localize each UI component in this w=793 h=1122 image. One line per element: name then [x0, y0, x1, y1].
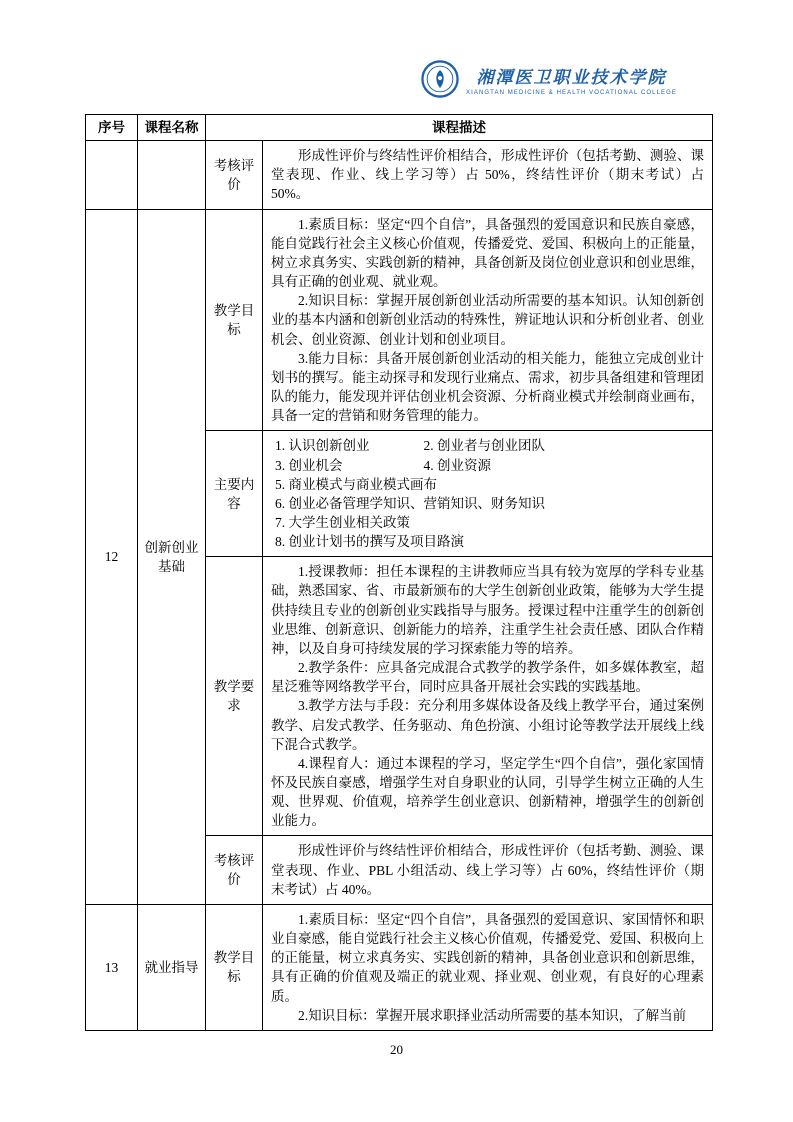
table-header-row [86, 115, 713, 141]
paragraph: 5. 商业模式与商业模式画布 [275, 476, 437, 492]
header-course-desc: 课程描述 [206, 115, 713, 141]
paragraph: 7. 大学生创业相关政策 [275, 514, 410, 530]
paragraph: 1.授课教师：担任本课程的主讲教师应当具有较为宽厚的学科专业基础，熟悉国家、省、市最新颁布的大学生创新创业政策，能够为大学生提供持续且专业的创新创业实践指导与服务。授课过程中注重学生的创新创业思维、创新意识、创新能力的培养，注重学生社会责任感、团队合作精神，以及自身可持续发展的学习探索能力等的培养。 [271, 564, 704, 656]
section-label-requirements: 教学要求 [206, 557, 263, 836]
page-number: 20 [390, 1042, 403, 1057]
paragraph: 2.知识目标：掌握开展求职择业活动所需要的基本知识，了解当前 [298, 1007, 687, 1023]
section-label-assessment: 考核评价 [206, 141, 263, 209]
paragraph: 形成性评价与终结性评价相结合，形成性评价（包括考勤、测验、课堂表现、作业、线上学习等）占 50%，终结性评价（期末考试）占 50%。 [271, 148, 704, 202]
row-no-cell: 13 [86, 904, 138, 1030]
header-course-name: 课程名称 [138, 115, 206, 141]
table-row-13-objectives [86, 904, 713, 1030]
paragraph: 形成性评价与终结性评价相结合，形成性评价（包括考勤、测验、课堂表现、作业、PBL 小组活动、线上学习等）占 60%，终结性评价（期末考试）占 40%。 [271, 843, 704, 897]
row-course-cell: 创新创业基础 [138, 209, 206, 904]
paragraph: 4.课程育人：通过本课程的学习，坚定学生“四个自信”，强化家国情怀及民族自豪感，增强学生对自身职业的认同，引导学生树立正确的人生观、世界观、价值观，培养学生创业意识、创新精神，增强学生的创新创业能力。 [271, 755, 704, 829]
college-emblem-icon [421, 60, 459, 98]
paragraph: 1. 认识创新创业 2. 创业者与创业团队 [275, 438, 545, 454]
header-no: 序号 [86, 115, 138, 141]
section-content-main-content [263, 431, 713, 557]
section-content-objectives [263, 904, 713, 1030]
section-content-objectives [263, 209, 713, 431]
college-name-cn: 湘潭医卫职业技术学院 [476, 67, 667, 87]
college-logo [421, 60, 677, 98]
table-row-continuation [86, 141, 713, 209]
section-label-main-content: 主要内容 [206, 431, 263, 557]
paragraph: 3.教学方法与手段：充分利用多媒体设备及线上教学平台，通过案例教学、启发式教学、任务驱动、角色扮演、小组讨论等教学法开展线上线下混合式教学。 [271, 698, 704, 752]
section-content-assessment [263, 836, 713, 904]
paragraph: 1.素质目标：坚定“四个自信”，具备强烈的爱国意识和民族自豪感，能自觉践行社会主义核心价值观，传播爱党、爱国、积极向上的正能量，树立求真务实、实践创新的精神，具备创新及岗位创业意识和创业思维，具有正确的创业观、就业观。 [271, 216, 704, 290]
college-name-en: XIANGTAN MEDICINE & HEALTH VOCATIONAL COLLEGE [466, 89, 677, 96]
paragraph: 6. 创业必备管理学知识、营销知识、财务知识 [275, 495, 545, 511]
section-content-requirements [263, 557, 713, 836]
logo-text [466, 63, 677, 96]
row-no-cell: 12 [86, 209, 138, 904]
paragraph: 1.素质目标：坚定“四个自信”，具备强烈的爱国意识、家国情怀和职业自豪感，能自觉践行社会主义核心价值观，传播爱党、爱国、积极向上的正能量，树立求真务实、实践创新的精神，具备创业意识和创新思维，具有正确的价值观及端正的就业观、择业观、创业观，有良好的心理素质。 [271, 911, 704, 1004]
paragraph: 3.能力目标：具备开展创新创业活动的相关能力，能独立完成创业计划书的撰写。能主动探寻和发现行业痛点、需求，初步具备组建和管理团队的能力，能发现并评估创业机会资源、分析商业模式并绘制商业画布，具备一定的营销和财务管理的能力。 [271, 350, 704, 424]
paragraph: 8. 创业计划书的撰写及项目路演 [275, 534, 464, 550]
paragraph: 2.知识目标：掌握开展创新创业活动所需要的基本知识。认知创新创业的基本内涵和创新创业活动的特殊性，辨证地认识和分析创业者、创业机会、创业资源、创业计划和创业项目。 [271, 293, 704, 347]
paragraph: 2.教学条件：应具备完成混合式教学的教学条件，如多媒体教室，超星泛雅等网络教学平台，同时应具备开展社会实践的实践基地。 [271, 660, 704, 695]
table-row-12-objectives [86, 209, 713, 431]
row-no-cell [86, 141, 138, 209]
row-course-cell [138, 141, 206, 209]
section-label-objectives: 教学目标 [206, 209, 263, 431]
section-content-assessment [263, 141, 713, 209]
course-table [85, 114, 713, 1031]
section-label-objectives: 教学目标 [206, 904, 263, 1030]
section-label-assessment: 考核评价 [206, 836, 263, 904]
paragraph: 3. 创业机会 4. 创业资源 [275, 457, 491, 473]
row-course-cell: 就业指导 [138, 904, 206, 1030]
